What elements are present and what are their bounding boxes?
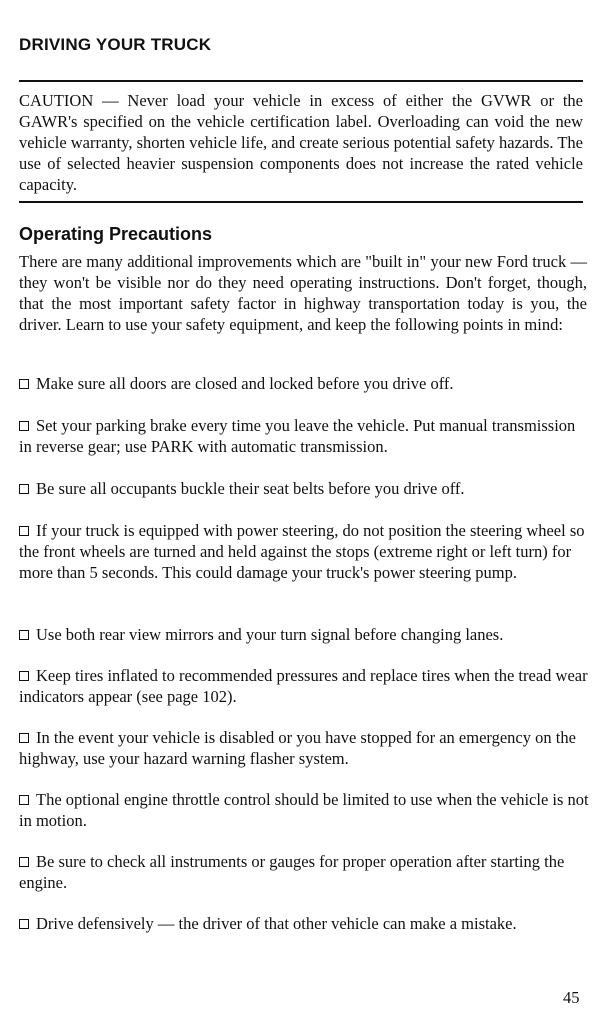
- list-item-text: Drive defensively — the driver of that other vehicle can make a mistake.: [36, 914, 517, 933]
- list-item: [19, 624, 589, 645]
- checkbox-icon: [19, 421, 29, 431]
- section-heading: Operating Precautions: [19, 224, 213, 244]
- checkbox-icon: [19, 484, 29, 494]
- checkbox-icon: [19, 526, 29, 536]
- list-item: [19, 665, 589, 707]
- list-item: [19, 851, 589, 893]
- checkbox-icon: [19, 671, 29, 681]
- checkbox-icon: [19, 795, 29, 805]
- list-item: [19, 415, 589, 457]
- list-item-text: Make sure all doors are closed and locked before you drive off.: [36, 374, 454, 393]
- checkbox-icon: [19, 919, 29, 929]
- caution-text: CAUTION — Never load your vehicle in excess of either the GVWR or the GAWR's specified on the vehicle certification label. Overloading can void the new vehicle warranty, shorten vehicle life, and create serious potential safety hazards. The use of selected heavier suspension components does not increase the rated vehicle capacity.: [19, 91, 583, 194]
- caution-box: [19, 80, 583, 203]
- list-item-text: Be sure to check all instruments or gauges for proper operation after starting the engine.: [19, 852, 565, 892]
- list-item-text: In the event your vehicle is disabled or you have stopped for an emergency on the highway, use your hazard warning flasher system.: [19, 728, 576, 768]
- list-item: [19, 520, 589, 583]
- list-item-text: If your truck is equipped with power steering, do not position the steering wheel so the front wheels are turned and held against the stops (extreme right or left turn) for more than 5 seconds. This could damage your truck's power steering pump.: [19, 521, 585, 582]
- list-item-text: The optional engine throttle control should be limited to use when the vehicle is not in motion.: [19, 790, 589, 830]
- list-item: [19, 789, 589, 831]
- checkbox-icon: [19, 857, 29, 867]
- list-item-text: Use both rear view mirrors and your turn signal before changing lanes.: [36, 625, 504, 644]
- list-item: [19, 373, 589, 394]
- list-item: [19, 727, 589, 769]
- page-number: 45: [563, 988, 580, 1007]
- list-item-text: Be sure all occupants buckle their seat belts before you drive off.: [36, 479, 465, 498]
- page-title: DRIVING YOUR TRUCK: [19, 35, 212, 54]
- intro-paragraph: There are many additional improvements which are "built in" your new Ford truck — they won't be visible nor do they need operating instructions. Don't forget, though, that the most important safety factor in highway transportation today is you, the driver. Learn to use your safety equipment, and keep the following points in mind:: [19, 252, 587, 334]
- list-item: [19, 913, 589, 934]
- checkbox-icon: [19, 630, 29, 640]
- list-item-text: Set your parking brake every time you leave the vehicle. Put manual transmission in reverse gear; use PARK with automatic transmission.: [19, 416, 576, 456]
- checkbox-icon: [19, 379, 29, 389]
- checkbox-icon: [19, 733, 29, 743]
- list-item: [19, 478, 589, 499]
- list-item-text: Keep tires inflated to recommended pressures and replace tires when the tread wear indicators appear (see page 102).: [19, 666, 588, 706]
